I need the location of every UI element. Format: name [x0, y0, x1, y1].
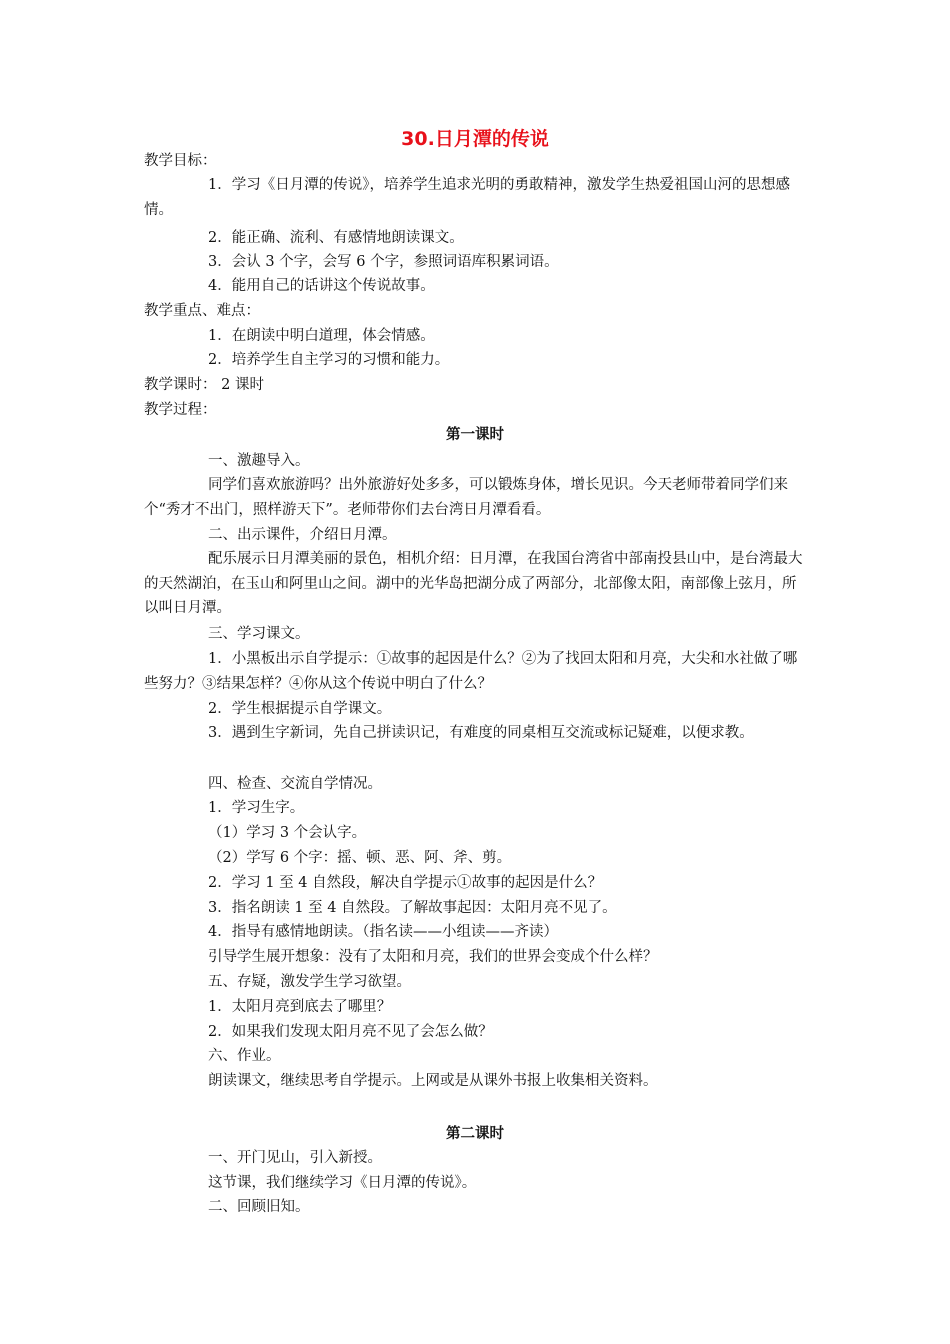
l2-step-1: 一、开门见山，引入新授。 — [208, 1150, 382, 1166]
objectives-heading: 教学目标： — [144, 153, 217, 169]
objective-item-1: 1．学习《日月潭的传说》，培养学生追求光明的勇敢精神，激发学生热爱祖国山河的思想感情。 — [144, 177, 790, 218]
l1-step-4-item-5: 引导学生展开想象：没有了太阳和月亮，我们的世界会变成个什么样？ — [208, 949, 658, 965]
l1-step-5: 五、存疑，激发学生学习欲望。 — [208, 974, 411, 990]
l1-step-3: 三、学习课文。 — [208, 626, 310, 642]
document-title: 30.日月潭的传说 — [401, 128, 549, 150]
l1-step-4: 四、检查、交流自学情况。 — [208, 776, 382, 792]
l1-step-4-item-2: 2．学习 1 至 4 自然段，解决自学提示①故事的起因是什么？ — [208, 875, 603, 891]
l1-step-2: 二、出示课件，介绍日月潭。 — [208, 527, 397, 543]
l1-step-1-text: 同学们喜欢旅游吗？出外旅游好处多多，可以锻炼身体，增长见识。今天老师带着同学们来个“秀才不出门，照样游天下”。老师带你们去台湾日月潭看看。 — [144, 477, 788, 518]
l1-step-4-item-1a: （1）学习 3 个会认字。 — [208, 825, 367, 841]
l1-step-4-item-1: 1．学习生字。 — [208, 800, 305, 816]
l1-step-6: 六、作业。 — [208, 1048, 281, 1064]
l1-step-1: 一、激趣导入。 — [208, 453, 310, 469]
l2-step-1-text: 这节课，我们继续学习《日月潭的传说》。 — [208, 1175, 477, 1191]
lesson-2-heading: 第二课时 — [446, 1126, 504, 1142]
l1-step-5-item-1: 1．太阳月亮到底去了哪里？ — [208, 999, 392, 1015]
objective-item-2: 2．能正确、流利、有感情地朗读课文。 — [208, 230, 464, 246]
lesson-1-heading: 第一课时 — [446, 427, 504, 443]
l1-step-3-item-3: 3．遇到生字新词，先自己拼读识记，有难度的同桌相互交流或标记疑难，以便求教。 — [208, 725, 754, 741]
objective-item-3: 3．会认 3 个字，会写 6 个字，参照词语库积累词语。 — [208, 254, 559, 270]
l1-step-6-text: 朗读课文，继续思考自学提示。上网或是从课外书报上收集相关资料。 — [208, 1073, 658, 1089]
l1-step-5-item-2: 2．如果我们发现太阳月亮不见了会怎么做？ — [208, 1024, 493, 1040]
teaching-hours: 教学课时： 2 课时 — [144, 377, 264, 393]
l1-step-3-item-1: 1．小黑板出示自学提示：①故事的起因是什么？②为了找回太阳和月亮，大尖和水社做了哪些努力？③结果怎样？④你从这个传说中明白了什么？ — [144, 651, 798, 692]
l1-step-4-item-3: 3．指名朗读 1 至 4 自然段。了解故事起因：太阳月亮不见了。 — [208, 900, 617, 916]
l1-step-4-item-4: 4．指导有感情地朗读。（指名读——小组读——齐读） — [208, 924, 558, 940]
l2-step-2: 二、回顾旧知。 — [208, 1199, 310, 1215]
l1-step-3-item-2: 2．学生根据提示自学课文。 — [208, 701, 392, 717]
process-heading: 教学过程： — [144, 402, 217, 418]
focus-heading: 教学重点、难点： — [144, 303, 260, 319]
focus-item-1: 1．在朗读中明白道理，体会情感。 — [208, 328, 435, 344]
focus-item-2: 2．培养学生自主学习的习惯和能力。 — [208, 352, 450, 368]
objective-item-4: 4．能用自己的话讲这个传说故事。 — [208, 278, 435, 294]
l1-step-4-item-1b: （2）学写 6 个字：摇、顿、恶、阿、斧、剪。 — [208, 850, 512, 866]
l1-step-2-text: 配乐展示日月潭美丽的景色，相机介绍：日月潭，在我国台湾省中部南投县山中，是台湾最大的天然湖泊，在玉山和阿里山之间。湖中的光华岛把湖分成了两部分，北部像太阳，南部像上弦月，所以叫日月潭。 — [144, 551, 803, 616]
